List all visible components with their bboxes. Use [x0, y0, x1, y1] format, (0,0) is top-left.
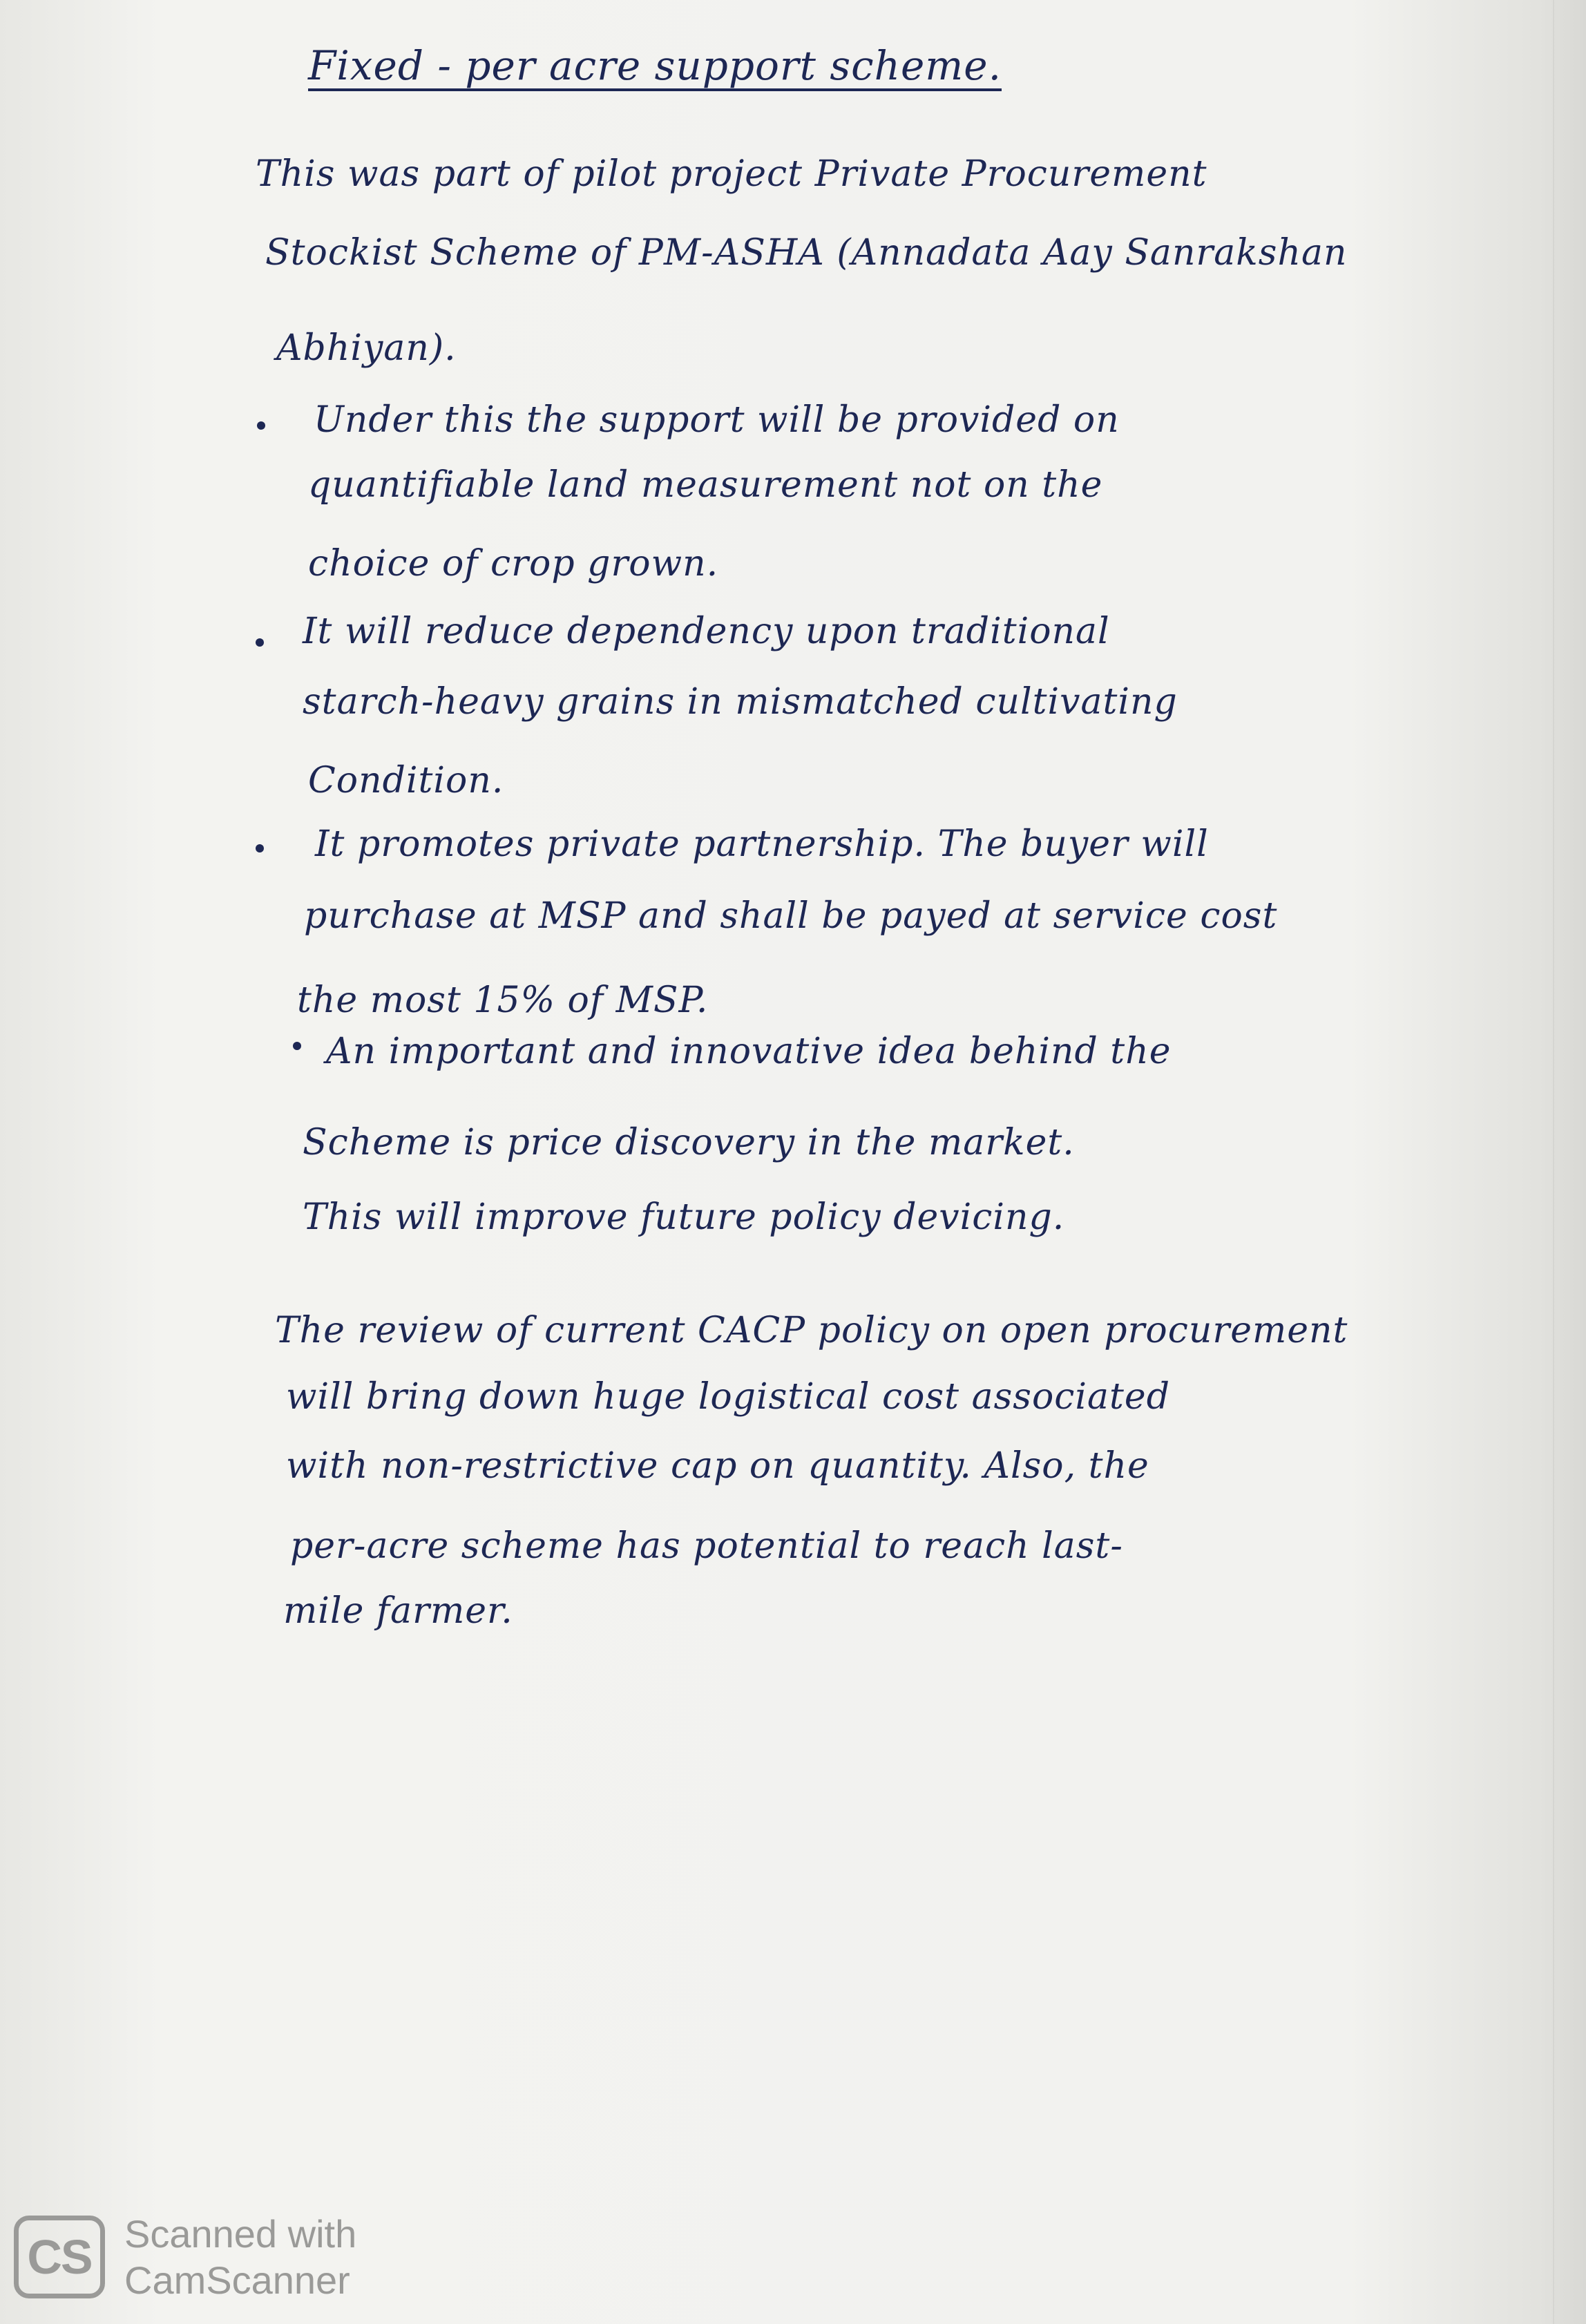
page-margin-line: [1553, 0, 1554, 2324]
bullet-dot: [256, 638, 264, 647]
page-title: Fixed - per acre support scheme.: [308, 46, 1002, 91]
bullet-dot: [293, 1042, 301, 1050]
camscanner-caption: [124, 2211, 356, 2303]
bullet-4-line-2: Scheme is price discovery in the market.: [303, 1122, 1075, 1163]
bullet-1-line-3: choice of crop grown.: [308, 543, 719, 584]
conclusion-line-5: mile farmer.: [283, 1590, 513, 1632]
conclusion-line-3: with non-restrictive cap on quantity. Also, the: [286, 1445, 1149, 1487]
bullet-3-line-2: purchase at MSP and shall be payed at service cost: [304, 895, 1278, 937]
camscanner-watermark: [14, 2211, 356, 2303]
bullet-1-line-1: Under this the support will be provided on: [314, 399, 1120, 441]
intro-line-1: This was part of pilot project Private Procurement: [256, 153, 1207, 195]
bullet-dot: [256, 844, 264, 853]
watermark-line-1: Scanned with: [124, 2212, 357, 2256]
bullet-2-line-2: starch-heavy grains in mismatched cultivating: [303, 681, 1178, 723]
intro-line-2: Stockist Scheme of PM-ASHA (Annadata Aay Sanrakshan: [265, 232, 1348, 274]
intro-line-3: Abhiyan).: [276, 327, 457, 369]
bullet-4-line-3: This will improve future policy devicing.: [303, 1197, 1065, 1238]
bullet-3-line-3: the most 15% of MSP.: [297, 980, 709, 1021]
bullet-2-line-1: It will reduce dependency upon traditional: [303, 611, 1110, 652]
bullet-2-line-3: Condition.: [308, 760, 504, 801]
watermark-line-2: CamScanner: [124, 2258, 350, 2303]
conclusion-line-2: will bring down huge logistical cost associated: [286, 1376, 1170, 1418]
conclusion-line-4: per-acre scheme has potential to reach last-: [290, 1525, 1123, 1567]
bullet-3-line-1: It promotes private partnership. The buyer will: [315, 823, 1209, 865]
camscanner-logo-icon: CS: [14, 2216, 105, 2298]
bullet-dot: [257, 421, 265, 430]
conclusion-line-1: The review of current CACP policy on open procurement: [275, 1310, 1348, 1351]
bullet-1-line-2: quantifiable land measurement not on the: [308, 464, 1103, 506]
bullet-4-line-1: An important and innovative idea behind the: [326, 1031, 1172, 1072]
